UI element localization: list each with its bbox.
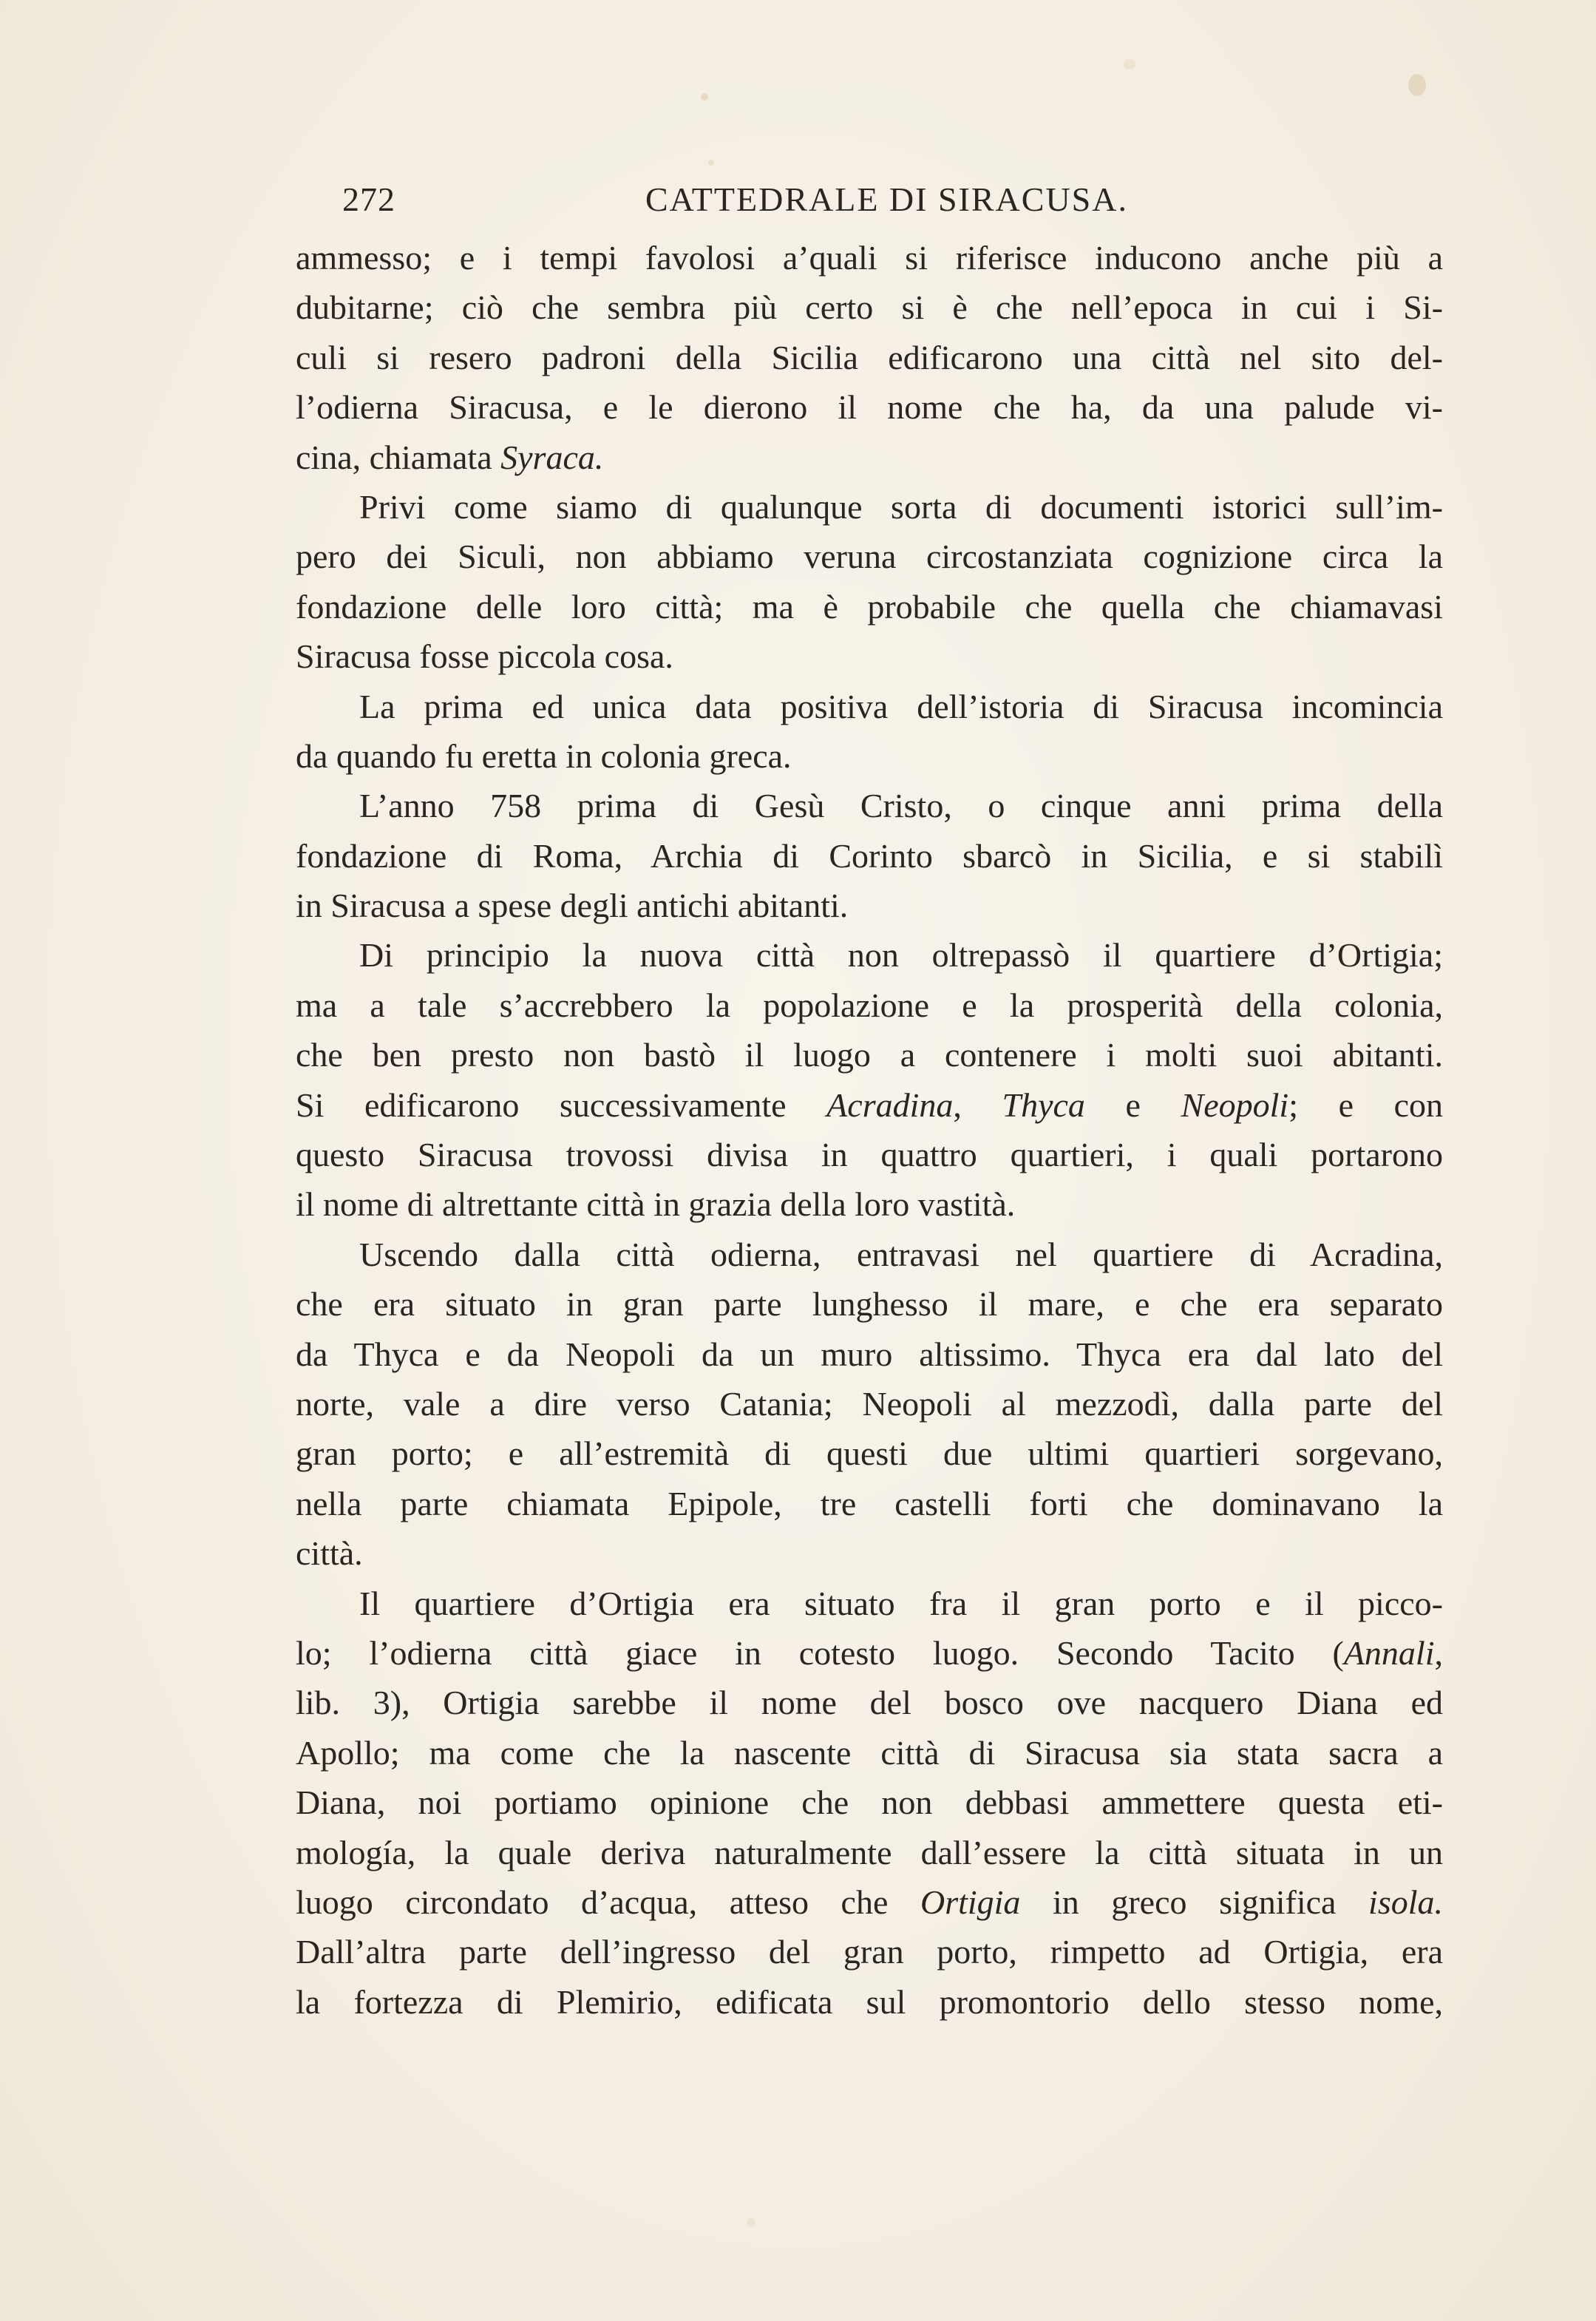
text-run: mología, la quale deriva naturalmente dall’essere la città situata in un — [296, 1833, 1443, 1871]
text-run: fondazione delle loro città; ma è probabile che quella che chiamavasi — [296, 587, 1443, 626]
text-line — [296, 1528, 1443, 1578]
running-title: CATTEDRALE DI SIRACUSA. — [645, 180, 1128, 218]
text-line — [296, 980, 1443, 1030]
text-run: l’odierna Siracusa, e le dierono il nome che ha, da una palude vi- — [296, 388, 1443, 427]
text-run: che ben presto non bastò il luogo a contenere i molti suoi abitanti. — [296, 1036, 1443, 1074]
text-run: Apollo; ma come che la nascente città di Siracusa sia stata sacra a — [296, 1733, 1443, 1772]
text-line — [296, 282, 1443, 332]
text-run: Siracusa fosse piccola cosa. — [296, 637, 673, 676]
italic-term: Thyca — [1002, 1085, 1085, 1124]
text-run: , — [953, 1085, 1002, 1124]
text-run: nella parte chiamata Epipole, tre castelli forti che dominavano la — [296, 1484, 1443, 1522]
text-run: Di principio la nuova città non oltrepassò il quartiere d’Ortigia; — [359, 936, 1443, 975]
text-run: La prima ed unica data positiva dell’istoria di Siracusa incomincia — [359, 687, 1443, 725]
text-run: Si edificarono successivamente — [296, 1085, 827, 1124]
text-line — [296, 582, 1443, 631]
text-run: questo Siracusa trovossi divisa in quattro quartieri, i quali portarono — [296, 1136, 1443, 1174]
text-line — [296, 1130, 1443, 1179]
text-line — [296, 1179, 1443, 1229]
text-run: e — [1084, 1085, 1181, 1124]
text-run: in Siracusa a spese degli antichi abitanti. — [296, 887, 849, 925]
text-run: Diana, noi portiamo opinione che non debbasi ammettere questa eti- — [296, 1783, 1443, 1822]
text-run: norte, vale a dire verso Catania; Neopoli al mezzodì, dalla parte del — [296, 1384, 1443, 1423]
text-run: lib. 3), Ortigia sarebbe il nome del bosco ove nacquero Diana ed — [296, 1684, 1443, 1722]
text-line — [296, 433, 1443, 482]
text-run: ma a tale s’accrebbero la popolazione e la prosperità della colonia, — [296, 986, 1443, 1024]
text-run: da quando fu eretta in colonia greca. — [296, 736, 792, 775]
text-run: cina, chiamata — [296, 438, 501, 476]
text-run: da Thyca e da Neopoli da un muro altissimo. Thyca era dal lato del — [296, 1335, 1443, 1373]
text-line — [296, 1628, 1443, 1678]
text-line — [296, 1828, 1443, 1877]
text-line — [296, 731, 1443, 781]
text-run: gran porto; e all’estremità di questi due ultimi quartieri sorgevano, — [296, 1434, 1443, 1473]
text-line — [296, 682, 1443, 731]
foxing-spot — [1124, 59, 1135, 70]
text-run: Uscendo dalla città odierna, entravasi nel quartiere di Acradina, — [359, 1235, 1443, 1273]
body-text — [296, 233, 1443, 2027]
text-line — [296, 1778, 1443, 1827]
text-line — [296, 1429, 1443, 1478]
text-run: che era situato in gran parte lunghesso il mare, e che era separato — [296, 1285, 1443, 1324]
text-line — [296, 1927, 1443, 1976]
text-line — [296, 1030, 1443, 1080]
text-run: culi si resero padroni della Sicilia edificarono una città nel sito del- — [296, 338, 1443, 376]
page-number: 272 — [342, 180, 395, 218]
text-line — [296, 532, 1443, 581]
italic-term: isola. — [1368, 1883, 1443, 1921]
text-line — [296, 1479, 1443, 1528]
text-run: pero dei Siculi, non abbiamo veruna circostanziata cognizione circa la — [296, 538, 1443, 576]
page-header — [342, 180, 1444, 224]
text-run: , — [1434, 1633, 1443, 1672]
text-line — [296, 233, 1443, 282]
text-run: Privi come siamo di qualunque sorta di documenti istorici sull’im- — [359, 487, 1443, 526]
text-run: il nome di altrettante città in grazia della loro vastità. — [296, 1185, 1016, 1224]
foxing-spot — [747, 2218, 755, 2227]
text-line — [296, 333, 1443, 382]
italic-term: Neopoli — [1181, 1085, 1289, 1124]
text-line — [296, 1279, 1443, 1329]
text-line — [296, 1877, 1443, 1927]
text-run: Dall’altra parte dell’ingresso del gran porto, rimpetto ad Ortigia, era — [296, 1933, 1443, 1971]
foxing-spot — [701, 93, 708, 101]
text-run: fondazione di Roma, Archia di Corinto sbarcò in Sicilia, e si stabilì — [296, 836, 1443, 875]
text-line — [296, 1579, 1443, 1628]
text-run: lo; l’odierna città giace in cotesto luogo. Secondo Tacito ( — [296, 1633, 1344, 1672]
text-line — [296, 1230, 1443, 1279]
text-line — [296, 1379, 1443, 1429]
text-run: ; e con — [1288, 1085, 1443, 1124]
text-run: la fortezza di Plemirio, edificata sul promontorio dello stesso nome, — [296, 1982, 1443, 2021]
text-line — [296, 1080, 1443, 1130]
text-line — [296, 1977, 1443, 2027]
text-run: in greco significa — [1020, 1883, 1369, 1921]
italic-term: Acradina — [826, 1085, 954, 1124]
text-run: Il quartiere d’Ortigia era situato fra il gran porto e il picco- — [359, 1584, 1443, 1622]
text-line — [296, 930, 1443, 980]
text-line — [296, 1678, 1443, 1727]
text-run: dubitarne; ciò che sembra più certo si è che nell’epoca in cui i Si- — [296, 288, 1443, 327]
text-line — [296, 781, 1443, 830]
text-run: ammesso; e i tempi favolosi a’quali si riferisce inducono anche più a — [296, 239, 1443, 277]
text-line — [296, 482, 1443, 532]
text-run: città. — [296, 1534, 363, 1573]
text-line — [296, 1329, 1443, 1379]
italic-term: Annali — [1343, 1633, 1435, 1672]
italic-term: Ortigia — [920, 1883, 1021, 1921]
foxing-spot — [1408, 74, 1426, 96]
foxing-spot — [708, 160, 714, 166]
text-run: luogo circondato d’acqua, atteso che — [296, 1883, 920, 1921]
text-line — [296, 631, 1443, 681]
text-line — [296, 382, 1443, 432]
text-line — [296, 831, 1443, 881]
text-line — [296, 881, 1443, 930]
text-run: L’anno 758 prima di Gesù Cristo, o cinque anni prima della — [359, 787, 1443, 825]
text-line — [296, 1728, 1443, 1778]
italic-term: Syraca. — [500, 438, 604, 476]
